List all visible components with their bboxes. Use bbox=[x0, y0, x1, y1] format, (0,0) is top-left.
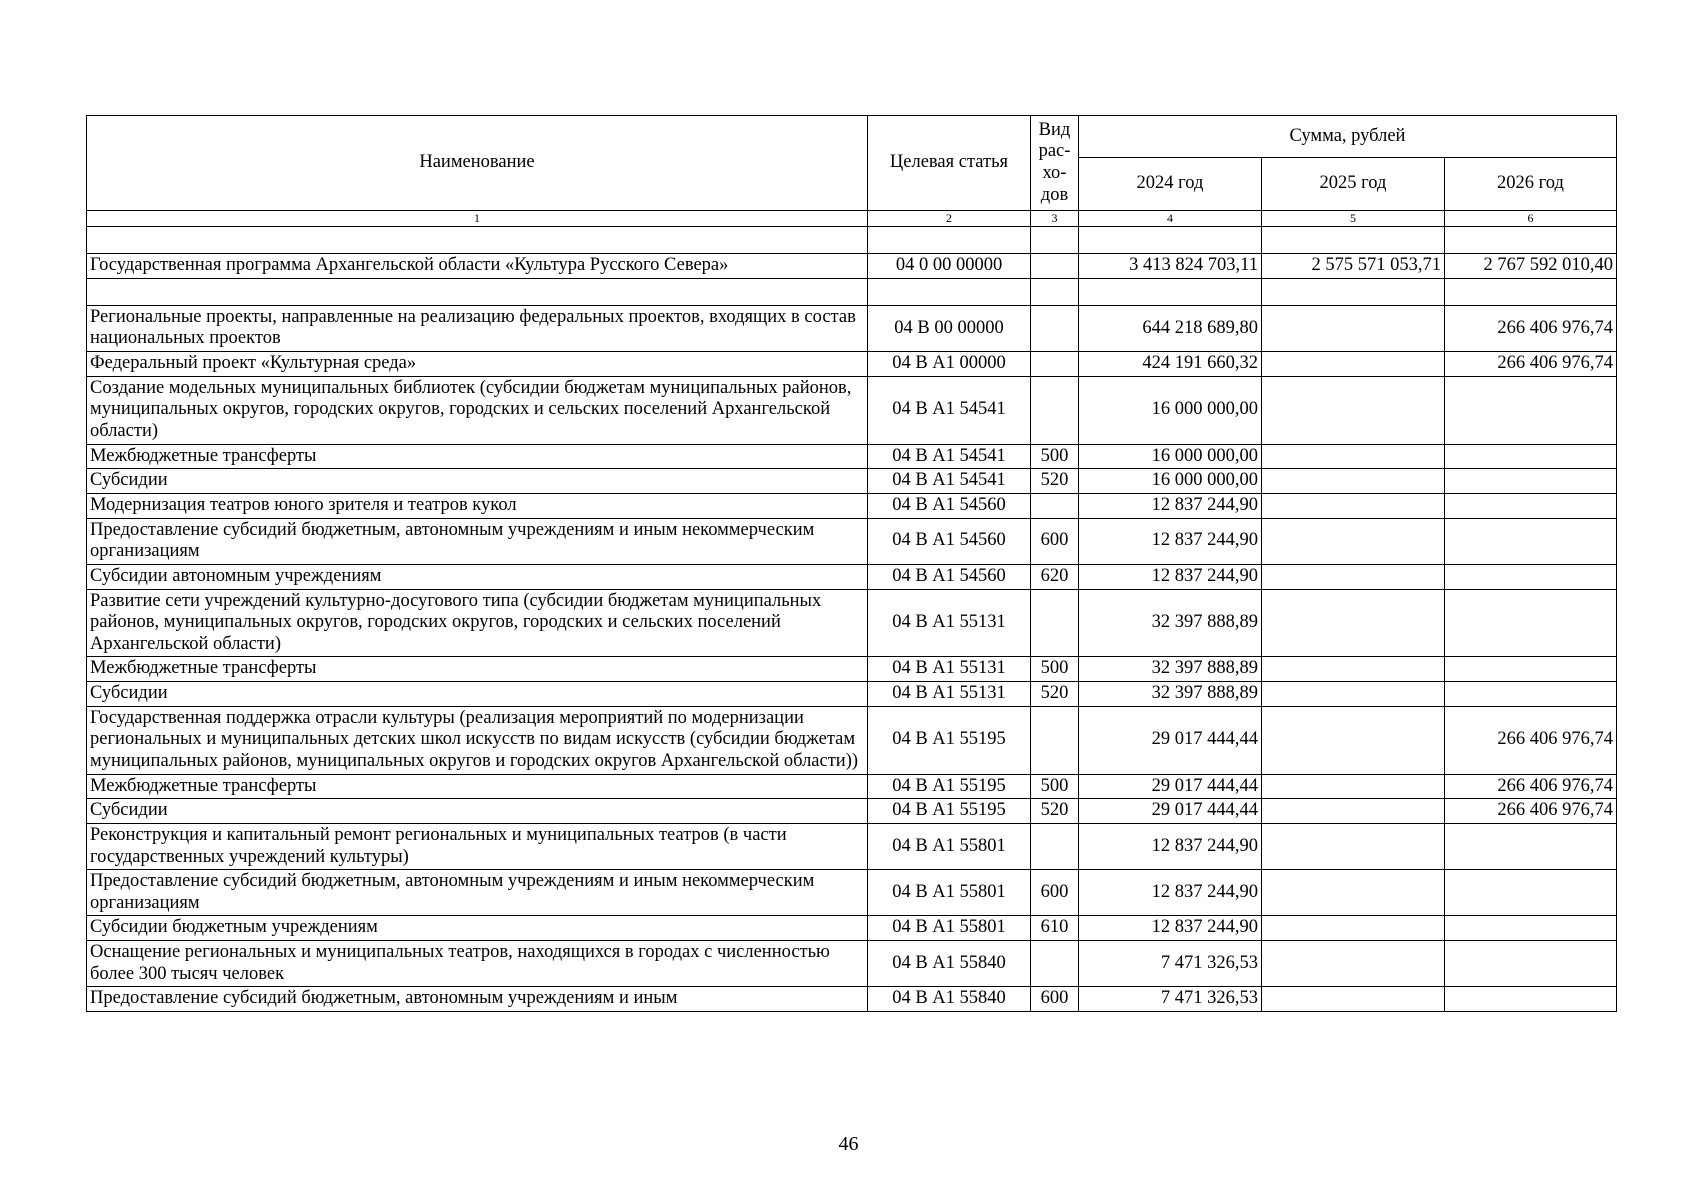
cell-amount-2025 bbox=[1262, 305, 1445, 351]
cell-amount-2025 bbox=[1262, 589, 1445, 657]
page-number: 46 bbox=[838, 1133, 859, 1155]
cell-name: Межбюджетные трансферты bbox=[87, 774, 868, 799]
cell-expense-type bbox=[1031, 352, 1079, 377]
cell-amount-2025 bbox=[1262, 682, 1445, 707]
header-numbers-row bbox=[87, 211, 1617, 227]
cell-expense-type bbox=[1031, 376, 1079, 444]
cell-target-code: 04 В А1 55131 bbox=[868, 657, 1031, 682]
empty-cell bbox=[87, 278, 868, 305]
cell-target-code: 04 В А1 54560 bbox=[868, 564, 1031, 589]
header-2026: 2026 год bbox=[1445, 158, 1617, 211]
spacer-row bbox=[87, 278, 1617, 305]
cell-amount-2026 bbox=[1445, 376, 1617, 444]
section-row bbox=[87, 254, 1617, 279]
cell-expense-type bbox=[1031, 706, 1079, 774]
table-body bbox=[87, 227, 1617, 1012]
cell-target-code: 04 В А1 55195 bbox=[868, 706, 1031, 774]
cell-amount-2024: 29 017 444,44 bbox=[1079, 774, 1262, 799]
empty-cell bbox=[1031, 227, 1079, 254]
cell-expense-type: 610 bbox=[1031, 916, 1079, 941]
cell-expense-type: 500 bbox=[1031, 657, 1079, 682]
cell-expense-type: 520 bbox=[1031, 682, 1079, 707]
table-row bbox=[87, 444, 1617, 469]
header-num-2: 2 bbox=[868, 211, 1031, 227]
empty-cell bbox=[1262, 227, 1445, 254]
cell-target-code: 04 В А1 55131 bbox=[868, 682, 1031, 707]
header-target: Целевая статья bbox=[868, 116, 1031, 211]
cell-amount-2025 bbox=[1262, 657, 1445, 682]
cell-name: Субсидии bbox=[87, 469, 868, 494]
cell-amount-2026 bbox=[1445, 589, 1617, 657]
empty-cell bbox=[1445, 278, 1617, 305]
cell-target-code: 04 В А1 55840 bbox=[868, 941, 1031, 987]
header-num-3: 3 bbox=[1031, 211, 1079, 227]
cell-name: Субсидии bbox=[87, 799, 868, 824]
table-row bbox=[87, 493, 1617, 518]
cell-name: Субсидии бюджетным учреждениям bbox=[87, 916, 868, 941]
cell-amount-2024: 644 218 689,80 bbox=[1079, 305, 1262, 351]
empty-cell bbox=[1445, 227, 1617, 254]
cell-target-code: 04 В 00 00000 bbox=[868, 305, 1031, 351]
cell-target-code: 04 В А1 54541 bbox=[868, 444, 1031, 469]
cell-expense-type: 500 bbox=[1031, 444, 1079, 469]
cell-amount-2024: 3 413 824 703,11 bbox=[1079, 254, 1262, 279]
cell-amount-2025 bbox=[1262, 469, 1445, 494]
cell-expense-type: 520 bbox=[1031, 469, 1079, 494]
cell-amount-2026 bbox=[1445, 657, 1617, 682]
cell-name: Оснащение региональных и муниципальных театров, находящихся в городах с численностью более 300 тысяч человек bbox=[87, 941, 868, 987]
cell-amount-2024: 424 191 660,32 bbox=[1079, 352, 1262, 377]
cell-amount-2024: 32 397 888,89 bbox=[1079, 682, 1262, 707]
section-row bbox=[87, 305, 1617, 351]
cell-target-code: 04 В А1 55801 bbox=[868, 823, 1031, 869]
cell-expense-type: 600 bbox=[1031, 870, 1079, 916]
cell-amount-2024: 29 017 444,44 bbox=[1079, 799, 1262, 824]
cell-amount-2024: 12 837 244,90 bbox=[1079, 518, 1262, 564]
cell-expense-type bbox=[1031, 493, 1079, 518]
cell-amount-2026 bbox=[1445, 564, 1617, 589]
cell-amount-2025 bbox=[1262, 518, 1445, 564]
cell-expense-type bbox=[1031, 254, 1079, 279]
cell-expense-type: 600 bbox=[1031, 987, 1079, 1012]
cell-amount-2026 bbox=[1445, 987, 1617, 1012]
table-row bbox=[87, 376, 1617, 444]
table-row bbox=[87, 941, 1617, 987]
header-2025: 2025 год bbox=[1262, 158, 1445, 211]
empty-cell bbox=[1262, 278, 1445, 305]
empty-cell bbox=[868, 278, 1031, 305]
empty-cell bbox=[87, 227, 868, 254]
cell-target-code: 04 В А1 55195 bbox=[868, 774, 1031, 799]
table-row bbox=[87, 870, 1617, 916]
cell-amount-2026 bbox=[1445, 916, 1617, 941]
cell-name: Создание модельных муниципальных библиотек (субсидии бюджетам муниципальных районов, муниципальных округов, городских округов, городских и сельских поселений Архангельской области) bbox=[87, 376, 868, 444]
cell-amount-2025 bbox=[1262, 941, 1445, 987]
cell-amount-2024: 12 837 244,90 bbox=[1079, 870, 1262, 916]
cell-expense-type: 520 bbox=[1031, 799, 1079, 824]
cell-amount-2024: 12 837 244,90 bbox=[1079, 916, 1262, 941]
cell-target-code: 04 В А1 55801 bbox=[868, 870, 1031, 916]
cell-name: Межбюджетные трансферты bbox=[87, 657, 868, 682]
cell-amount-2024: 7 471 326,53 bbox=[1079, 987, 1262, 1012]
header-name: Наименование bbox=[87, 116, 868, 211]
cell-expense-type bbox=[1031, 823, 1079, 869]
cell-name: Реконструкция и капитальный ремонт региональных и муниципальных театров (в части государственных учреждений культуры) bbox=[87, 823, 868, 869]
cell-amount-2025 bbox=[1262, 870, 1445, 916]
cell-amount-2024: 7 471 326,53 bbox=[1079, 941, 1262, 987]
cell-amount-2025 bbox=[1262, 799, 1445, 824]
table-row bbox=[87, 916, 1617, 941]
table-row bbox=[87, 589, 1617, 657]
cell-amount-2025 bbox=[1262, 493, 1445, 518]
cell-amount-2025 bbox=[1262, 987, 1445, 1012]
cell-amount-2026 bbox=[1445, 444, 1617, 469]
cell-amount-2024: 12 837 244,90 bbox=[1079, 564, 1262, 589]
cell-amount-2026: 266 406 976,74 bbox=[1445, 352, 1617, 377]
cell-target-code: 04 В А1 55801 bbox=[868, 916, 1031, 941]
header-num-6: 6 bbox=[1445, 211, 1617, 227]
cell-amount-2026 bbox=[1445, 823, 1617, 869]
table-row bbox=[87, 823, 1617, 869]
cell-target-code: 04 В А1 55840 bbox=[868, 987, 1031, 1012]
budget-table bbox=[86, 115, 1617, 1012]
cell-target-code: 04 В А1 54541 bbox=[868, 469, 1031, 494]
cell-amount-2026: 266 406 976,74 bbox=[1445, 706, 1617, 774]
cell-name: Государственная программа Архангельской области «Культура Русского Севера» bbox=[87, 254, 868, 279]
header-2024: 2024 год bbox=[1079, 158, 1262, 211]
cell-expense-type bbox=[1031, 941, 1079, 987]
cell-amount-2026 bbox=[1445, 941, 1617, 987]
cell-target-code: 04 В А1 54560 bbox=[868, 493, 1031, 518]
cell-amount-2025 bbox=[1262, 774, 1445, 799]
cell-name: Государственная поддержка отрасли культуры (реализация мероприятий по модернизации региональных и муниципальных детских школ искусств по видам искусств (субсидии бюджетам муниципальных районов, муниципальных округов и городских округов Архангельской области)) bbox=[87, 706, 868, 774]
cell-amount-2026 bbox=[1445, 493, 1617, 518]
cell-amount-2024: 16 000 000,00 bbox=[1079, 469, 1262, 494]
header-sum: Сумма, рублей bbox=[1079, 116, 1617, 158]
cell-amount-2026: 266 406 976,74 bbox=[1445, 799, 1617, 824]
cell-name: Региональные проекты, направленные на реализацию федеральных проектов, входящих в состав национальных проектов bbox=[87, 305, 868, 351]
table-row bbox=[87, 774, 1617, 799]
cell-amount-2025 bbox=[1262, 352, 1445, 377]
header-num-4: 4 bbox=[1079, 211, 1262, 227]
cell-amount-2024: 12 837 244,90 bbox=[1079, 823, 1262, 869]
cell-name: Федеральный проект «Культурная среда» bbox=[87, 352, 868, 377]
cell-target-code: 04 В А1 55195 bbox=[868, 799, 1031, 824]
cell-amount-2025: 2 575 571 053,71 bbox=[1262, 254, 1445, 279]
cell-name: Предоставление субсидий бюджетным, автономным учреждениям и иным некоммерческим организациям bbox=[87, 870, 868, 916]
cell-name: Субсидии автономным учреждениям bbox=[87, 564, 868, 589]
cell-target-code: 04 В А1 54560 bbox=[868, 518, 1031, 564]
cell-amount-2025 bbox=[1262, 823, 1445, 869]
table-row bbox=[87, 682, 1617, 707]
cell-name: Предоставление субсидий бюджетным, автономным учреждениям и иным некоммерческим организациям bbox=[87, 518, 868, 564]
cell-amount-2024: 16 000 000,00 bbox=[1079, 444, 1262, 469]
cell-amount-2026 bbox=[1445, 682, 1617, 707]
cell-amount-2025 bbox=[1262, 444, 1445, 469]
table-row bbox=[87, 564, 1617, 589]
cell-amount-2024: 16 000 000,00 bbox=[1079, 376, 1262, 444]
header-num-1: 1 bbox=[87, 211, 868, 227]
table-row bbox=[87, 987, 1617, 1012]
table-row bbox=[87, 352, 1617, 377]
table-row bbox=[87, 518, 1617, 564]
cell-amount-2024: 12 837 244,90 bbox=[1079, 493, 1262, 518]
cell-expense-type: 620 bbox=[1031, 564, 1079, 589]
cell-expense-type: 500 bbox=[1031, 774, 1079, 799]
cell-amount-2025 bbox=[1262, 916, 1445, 941]
cell-amount-2025 bbox=[1262, 706, 1445, 774]
cell-expense-type: 600 bbox=[1031, 518, 1079, 564]
cell-amount-2026: 266 406 976,74 bbox=[1445, 774, 1617, 799]
cell-target-code: 04 В А1 55131 bbox=[868, 589, 1031, 657]
cell-name: Субсидии bbox=[87, 682, 868, 707]
cell-expense-type bbox=[1031, 589, 1079, 657]
table-row bbox=[87, 469, 1617, 494]
spacer-row bbox=[87, 227, 1617, 254]
cell-amount-2026 bbox=[1445, 518, 1617, 564]
cell-amount-2026 bbox=[1445, 870, 1617, 916]
table-row bbox=[87, 657, 1617, 682]
cell-amount-2024: 32 397 888,89 bbox=[1079, 657, 1262, 682]
table-row bbox=[87, 706, 1617, 774]
cell-amount-2024: 29 017 444,44 bbox=[1079, 706, 1262, 774]
empty-cell bbox=[868, 227, 1031, 254]
cell-name: Модернизация театров юного зрителя и театров кукол bbox=[87, 493, 868, 518]
cell-target-code: 04 В А1 00000 bbox=[868, 352, 1031, 377]
cell-amount-2024: 32 397 888,89 bbox=[1079, 589, 1262, 657]
cell-name: Предоставление субсидий бюджетным, автономным учреждениям и иным bbox=[87, 987, 868, 1012]
cell-expense-type bbox=[1031, 305, 1079, 351]
header-type: Вид рас-хо-дов bbox=[1031, 116, 1079, 211]
empty-cell bbox=[1031, 278, 1079, 305]
cell-target-code: 04 В А1 54541 bbox=[868, 376, 1031, 444]
table-header bbox=[87, 116, 1617, 227]
cell-target-code: 04 0 00 00000 bbox=[868, 254, 1031, 279]
empty-cell bbox=[1079, 278, 1262, 305]
cell-amount-2026: 266 406 976,74 bbox=[1445, 305, 1617, 351]
empty-cell bbox=[1079, 227, 1262, 254]
cell-amount-2026 bbox=[1445, 469, 1617, 494]
cell-amount-2026: 2 767 592 010,40 bbox=[1445, 254, 1617, 279]
cell-amount-2025 bbox=[1262, 376, 1445, 444]
cell-name: Развитие сети учреждений культурно-досугового типа (субсидии бюджетам муниципальных районов, муниципальных округов, городских округов, городских и сельских поселений Архангельской области) bbox=[87, 589, 868, 657]
table-row bbox=[87, 799, 1617, 824]
cell-name: Межбюджетные трансферты bbox=[87, 444, 868, 469]
cell-amount-2025 bbox=[1262, 564, 1445, 589]
header-num-5: 5 bbox=[1262, 211, 1445, 227]
